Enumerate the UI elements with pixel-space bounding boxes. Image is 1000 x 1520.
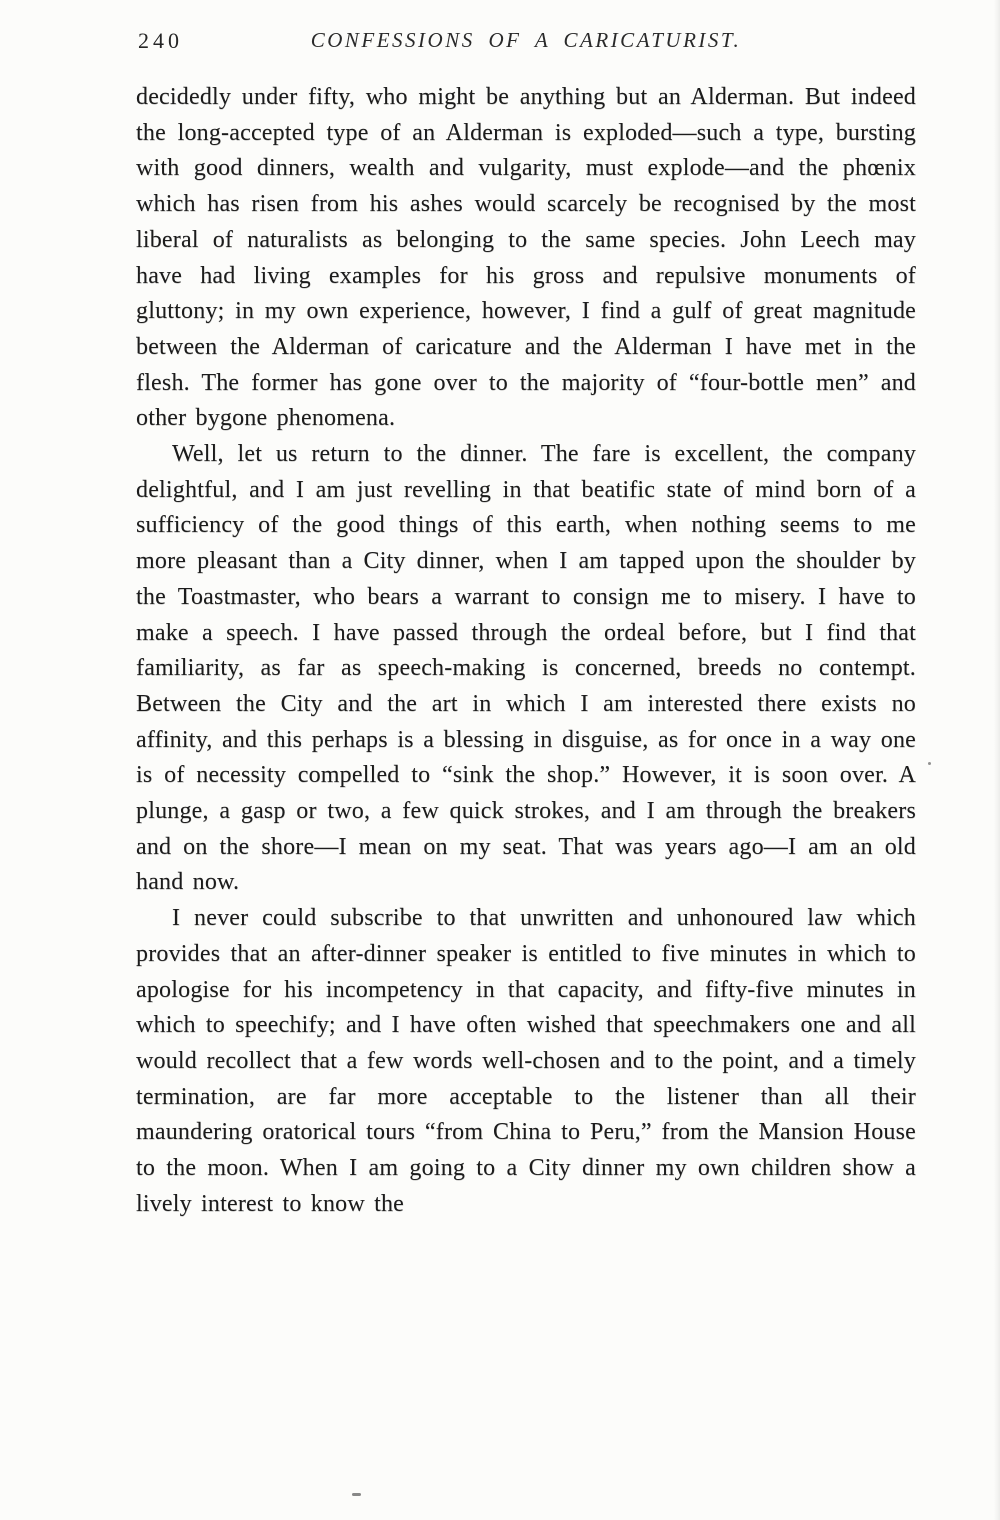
paragraph: Well, let us return to the dinner. The fare is excellent, the company delightful, and I am just revelling in that beatific state of mind born of a sufficiency of the good things of this earth, when nothing seems to me more pleasant than a City dinner, when I am tapped upon the shoulder by the Toastmaster, who bears a warrant to consign me to misery. I have to make a speech. I have passed through the ordeal before, but I find that familiarity, as far as speech-making is concerned, breeds no contempt. Between the City and the art in which I am interested there exists no affinity, and this perhaps is a blessing in disguise, as for once in a way one is of necessity compelled to “sink the shop.” However, it is soon over. A plunge, a gasp or two, a few quick strokes, and I am through the breakers and on the shore—I mean on my seat. That was years ago—I am an old hand now. (136, 441, 916, 896)
body-text (136, 80, 916, 1223)
paragraph: I never could subscribe to that unwritten and unhonoured law which provides that an after-dinner speaker is entitled to five minutes in which to apologise for his incompetency in that capacity, and fifty-five minutes in which to speechify; and I have often wished that speechmakers one and all would recollect that a few words well-chosen and to the point, and a timely termination, are far more acceptable to the listener than all their maundering oratorical tours “from China to Peru,” from the Mansion House to the moon. When I am going to a City dinner my own children show a lively interest to know the (136, 905, 916, 1217)
paragraph: decidedly under fifty, who might be anything but an Alderman. But indeed the long-accepted type of an Alderman is exploded—such a type, bursting with good dinners, wealth and vulgarity, must explode—and the phœnix which has risen from his ashes would scarcely be recognised by the most liberal of naturalists as belonging to the same species. John Leech may have had living examples for his gross and repulsive monuments of gluttony; in my own experience, however, I find a gulf of great magnitude between the Alderman of caricature and the Alderman I have met in the flesh. The former has gone over to the majority of “four-bottle men” and other bygone phenomena. (136, 84, 916, 432)
running-head (136, 26, 916, 60)
ink-dot (928, 762, 931, 765)
page-number: 240 (138, 28, 183, 53)
page-edge-shadow (994, 0, 1000, 1520)
ink-speck (352, 1493, 361, 1496)
running-title: CONFESSIONS OF A CARICATURIST. (310, 28, 742, 52)
